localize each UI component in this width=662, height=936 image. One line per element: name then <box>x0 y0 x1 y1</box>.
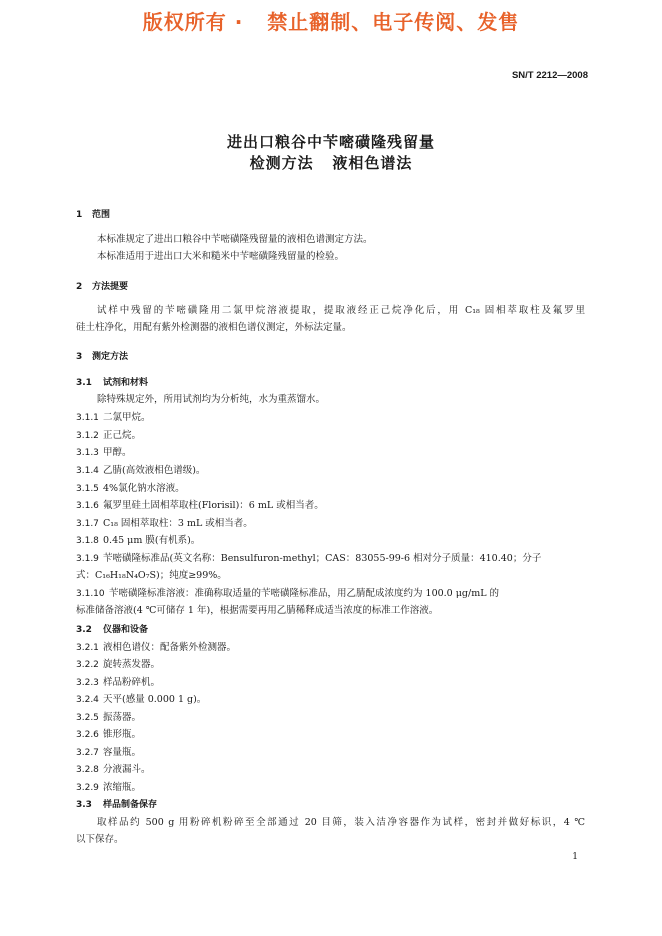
apparatus-item: 3.2.9 浓缩瓶。 <box>76 782 142 793</box>
section-1-paragraph-1: 本标准规定了进出口粮谷中苄嘧磺隆残留量的液相色谱测定方法。 <box>97 234 373 245</box>
section-2-paragraph-line-2: 硅土柱净化，用配有紫外检测器的液相色谱仪测定，外标法定量。 <box>76 322 352 333</box>
reagent-item: 3.1.3 甲醇。 <box>76 447 132 458</box>
subsection-3-1-intro: 除特殊规定外，所用试剂均为分析纯，水为重蒸馏水。 <box>97 394 326 405</box>
reagent-item: 3.1.7 C₁₈ 固相萃取柱：3 mL 或相当者。 <box>76 518 253 529</box>
document-title: 进出口粮谷中苄嘧磺隆残留量 <box>226 133 435 151</box>
section-1-paragraph-2: 本标准适用于进出口大米和糙米中苄嘧磺隆残留量的检验。 <box>97 251 345 262</box>
section-title: 方法提要 <box>92 282 129 292</box>
page-number: 1 <box>572 852 578 862</box>
copyright-watermark: 版权所有 · 禁止翻制、电子传阅、发售 <box>142 10 520 34</box>
subsection-3-3-line-2: 以下保存。 <box>76 834 124 845</box>
subsection-number: 3.2 <box>76 625 92 635</box>
apparatus-item: 3.2.1 液相色谱仪：配备紫外检测器。 <box>76 642 237 653</box>
document-subtitle: 检测方法 液相色谱法 <box>249 154 413 172</box>
section-number: 2 <box>76 282 83 292</box>
section-1-heading <box>76 209 110 221</box>
section-2-paragraph-line-1: 试样中残留的苄嘧磺隆用二氯甲烷溶液提取，提取液经正己烷净化后，用 C₁₈ 固相萃取柱及氟罗里 <box>97 305 585 316</box>
reagent-item-3-1-10-line-2: 标准储备溶液(4 ℃可储存 1 年)，根据需要再用乙腈稀释成适当浓度的标准工作溶液。 <box>76 605 439 616</box>
apparatus-item: 3.2.6 锥形瓶。 <box>76 729 142 740</box>
subsection-title: 仪器和设备 <box>103 625 149 635</box>
apparatus-item: 3.2.4 天平(感量 0.000 1 g)。 <box>76 694 207 705</box>
apparatus-item: 3.2.8 分液漏斗。 <box>76 764 151 775</box>
subsection-number: 3.1 <box>76 378 92 388</box>
section-number: 3 <box>76 352 83 362</box>
reagent-item: 3.1.1 二氯甲烷。 <box>76 412 151 423</box>
subsection-3-3-line-1: 取样品约 500 g 用粉碎机粉碎至全部通过 20 目筛，装入洁净容器作为试样，密封并做好标识，4 ℃ <box>97 817 585 828</box>
subsection-3-3-heading <box>76 799 157 811</box>
section-title: 范围 <box>92 210 111 220</box>
standard-code: SN/T 2212—2008 <box>511 70 588 81</box>
reagent-item: 3.1.4 乙腈(高效液相色谱级)。 <box>76 465 206 476</box>
subsection-title: 样品制备保存 <box>103 800 158 810</box>
section-3-heading <box>76 351 128 363</box>
reagent-item: 3.1.5 4%氯化钠水溶液。 <box>76 483 185 494</box>
subsection-title: 试剂和材料 <box>103 378 149 388</box>
subsection-number: 3.3 <box>76 800 92 810</box>
reagent-item: 3.1.6 氟罗里硅土固相萃取柱(Florisil)：6 mL 或相当者。 <box>76 500 324 511</box>
section-title: 测定方法 <box>92 352 129 362</box>
section-2-heading <box>76 281 128 293</box>
subsection-3-1-heading <box>76 377 148 389</box>
subsection-3-2-heading <box>76 624 148 636</box>
apparatus-item: 3.2.3 样品粉碎机。 <box>76 677 161 688</box>
apparatus-item: 3.2.7 容量瓶。 <box>76 747 142 758</box>
apparatus-item: 3.2.2 旋转蒸发器。 <box>76 659 161 670</box>
reagent-item: 3.1.2 正己烷。 <box>76 430 142 441</box>
apparatus-item: 3.2.5 振荡器。 <box>76 712 142 723</box>
section-number: 1 <box>76 210 83 220</box>
reagent-item: 3.1.8 0.45 μm 膜(有机系)。 <box>76 535 201 546</box>
reagent-item-3-1-9-line-2: 式：C₁₆H₁₈N₄O₇S)；纯度≥99%。 <box>76 570 227 581</box>
reagent-item-3-1-9: 3.1.9 苄嘧磺隆标准品(英文名称：Bensulfuron-methyl；CAS：83055-99-6 相对分子质量：410.40；分子 <box>76 553 542 564</box>
reagent-item-3-1-10: 3.1.10 苄嘧磺隆标准溶液：准确称取适量的苄嘧磺隆标准品，用乙腈配成浓度约为 100.0 μg/mL 的 <box>76 588 500 599</box>
